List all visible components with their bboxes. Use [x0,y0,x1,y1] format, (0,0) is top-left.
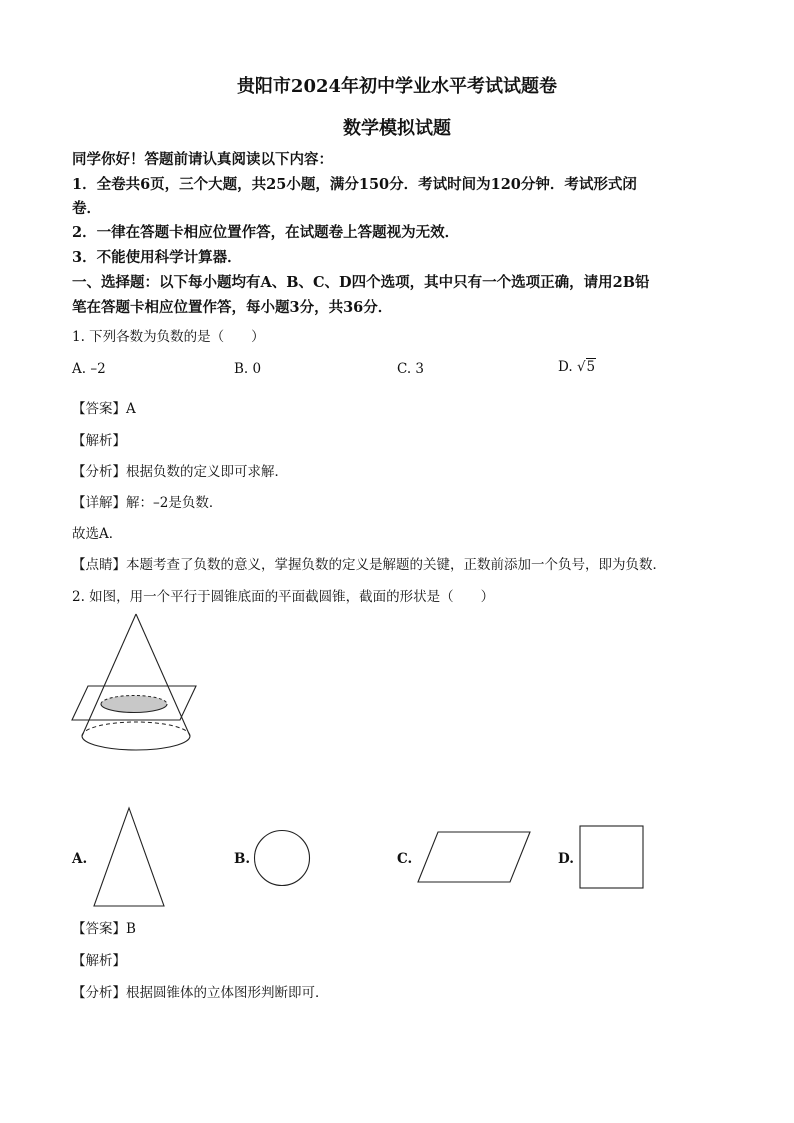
circle-shape [252,828,312,888]
q1-option-d-label: D. [558,359,577,375]
section-heading-cont: 笔在答题卡相应位置作答，每小题3分，共36分． [72,299,393,316]
triangle-shape [90,806,170,908]
page-title: 贵阳市2024年初中学业水平考试试题卷 [236,76,558,97]
q2-answer-value: B [126,921,136,937]
page-subtitle: 数学模拟试题 [343,118,451,139]
cone-base-front-edge [82,736,190,750]
question-1-stem: 1. 下列各数为负数的是（ ） [72,329,265,345]
q1-detail: 【详解】解：–2是负数． [72,495,223,511]
q1-answer-tag: 【答案】 [72,401,126,417]
section-heading: 一、选择题：以下每小题均有A、B、C、D四个选项，其中只有一个选项正确，请用2B铅 [72,274,650,291]
square-shape [578,824,646,890]
q2-option-b: B. [234,851,251,867]
cone-base-back-edge [82,722,190,736]
q1-option-b: B. 0 [234,361,262,377]
q2-option-d: D. [558,851,574,867]
q1-answer-value: A [126,401,136,417]
sqrt-icon: √5 [576,359,596,375]
cone-right-side [136,614,190,736]
greeting-text: 同学你好！答题前请认真阅读以下内容： [72,151,333,168]
q1-option-c: C. 3 [397,361,425,377]
question-2-stem: 2. 如图，用一个平行于圆锥底面的平面截圆锥，截面的形状是（ ） [72,589,495,605]
q2-answer [72,917,136,937]
instruction-item-1: 1．全卷共6页，三个大题，共25小题，满分150分．考试时间为120分钟．考试形式闭 [72,176,637,193]
square-outline [580,826,643,888]
q2-option-a: A. [72,851,88,867]
q2-analysis-tag: 【解析】 [72,953,126,969]
triangle-outline [94,808,164,906]
q1-analysis-tag: 【解析】 [72,433,126,449]
instruction-item-3: 3．不能使用科学计算器． [72,249,242,266]
q2-option-c: C. [397,851,413,867]
q1-comment: 【点睛】本题考查了负数的意义，掌握负数的定义是解题的关键，正数前添加一个负号，即为负数． [72,557,666,573]
cone-left-side [82,614,136,736]
q2-fenxi: 【分析】根据圆锥体的立体图形判断即可． [72,985,329,1001]
q1-choice: 故选A． [72,526,123,542]
parallelogram-shape [416,830,532,884]
parallelogram-outline [418,832,530,882]
q1-option-d [558,359,596,375]
instruction-item-1-cont: 卷． [72,200,101,217]
cone-cross-section-figure [70,610,205,770]
q1-option-a: A. –2 [72,361,106,377]
q1-option-d-radicand: 5 [586,359,596,375]
q2-answer-tag: 【答案】 [72,921,126,937]
q1-answer [72,397,136,417]
q1-fenxi: 【分析】根据负数的定义即可求解． [72,464,288,480]
instruction-item-2: 2．一律在答题卡相应位置作答，在试题卷上答题视为无效． [72,224,460,241]
circle-outline [255,831,310,886]
